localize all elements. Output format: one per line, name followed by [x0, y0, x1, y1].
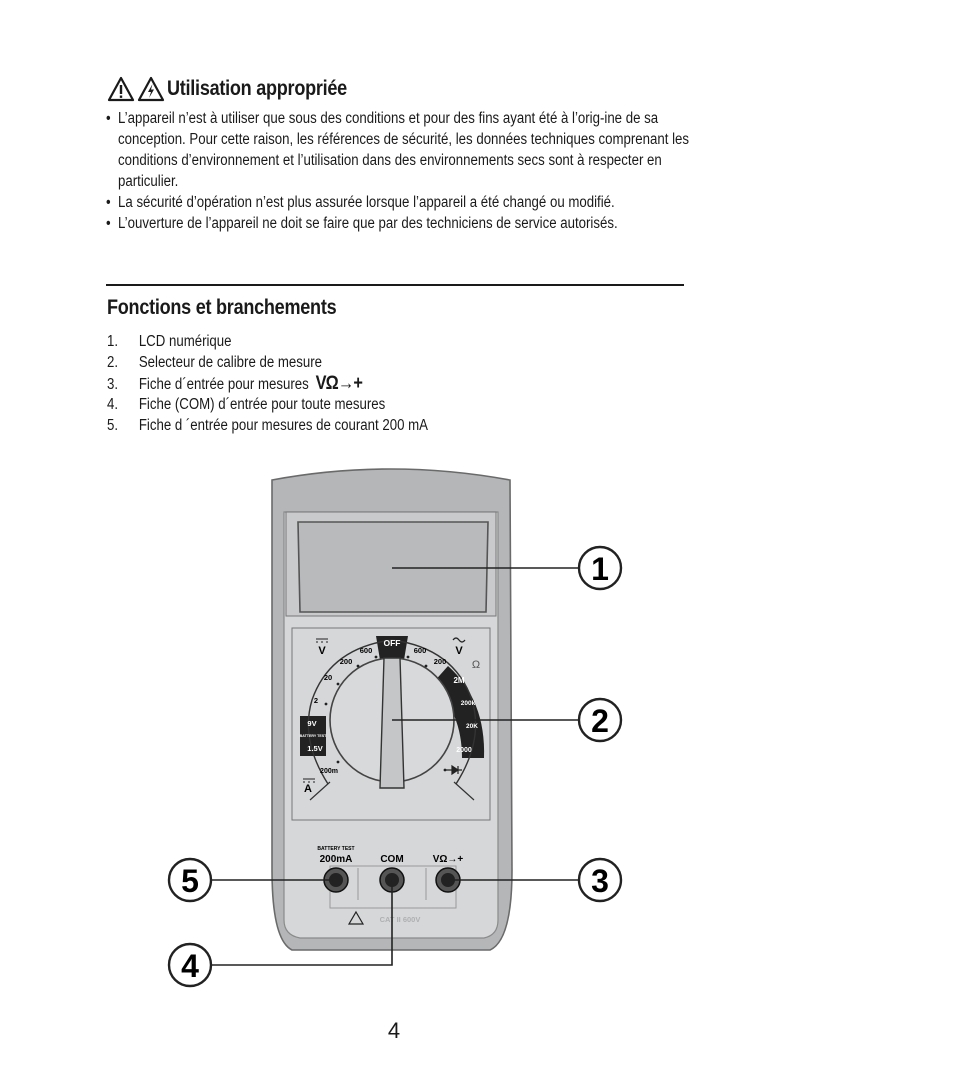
section-title-utilisation: Utilisation appropriée: [167, 77, 347, 100]
dial-label-acv-symbol: V: [455, 645, 463, 657]
knob-pointer: [380, 658, 404, 788]
svg-text:3: 3: [591, 863, 609, 899]
jack-label-battery-test: BATTERY TEST: [317, 846, 355, 852]
dial-label-dcv-symbol: V: [318, 645, 326, 657]
high-voltage-warning-icon: [137, 76, 165, 102]
jack-label-v-ohm: VΩ→+: [432, 854, 464, 865]
dial-label-ohm-200k: 200k: [460, 700, 476, 707]
callout-5: [169, 859, 211, 901]
dial-label-acv-200: 200: [433, 657, 447, 666]
section-title-row: [107, 70, 376, 102]
svg-text:4: 4: [181, 948, 199, 984]
bullet-item: • L’ouverture de l’appareil ne doit se faire que par des techniciens de service autorisés.: [106, 213, 690, 234]
dial-label-omega: Ω: [471, 659, 481, 671]
jack-label-cat: CAT II 600V: [379, 915, 421, 924]
bullet-item: • L’appareil n’est à utiliser que sous des conditions et pour des fins ayant été à l’orig-ine de sa conception. Pour cette raison, les références de sécurité, les données techniques comprenant les conditions d’environnement et l’utilisation dans des environnements secs sont à respecter en particulier.: [106, 108, 690, 192]
list-item: 3. Fiche d´entrée pour mesures VΩ→+: [107, 373, 363, 394]
dial-label-ohm-20k: 20K: [466, 723, 478, 730]
dial-label-dcv-600: 600: [359, 646, 373, 655]
list-item: 4. Fiche (COM) d´entrée pour toute mesures: [107, 396, 386, 413]
dial-label-battery-test: BATTERY TEST: [299, 734, 327, 738]
list-item: 5. Fiche d ´entrée pour mesures de courant 200 mA: [107, 417, 428, 434]
svg-text:2: 2: [591, 703, 609, 739]
voltage-ohm-diode-symbol: VΩ→+: [315, 373, 363, 394]
dial-label-dca-200m: 200m: [320, 768, 338, 775]
callout-3: [579, 859, 621, 901]
dial-label-acv-600: 600: [413, 646, 427, 655]
dial-label-off: OFF: [383, 638, 401, 648]
callout-2: [579, 699, 621, 741]
list-item: 1. LCD numérique: [107, 333, 232, 350]
dial-label-ohm-2000: 2000: [456, 747, 472, 754]
functions-list: [107, 331, 480, 436]
dial-label-dca-symbol: A: [304, 783, 312, 795]
usage-bullets: [106, 108, 766, 234]
svg-text:1: 1: [591, 551, 609, 587]
warning-icon: [107, 76, 135, 102]
page-number: 4: [387, 1018, 401, 1043]
section-title-fonctions: Fonctions et branchements: [107, 296, 337, 319]
bullet-item: • La sécurité d’opération n’est plus assurée lorsque l’appareil a été changé ou modifié.: [106, 192, 690, 213]
list-item: 2. Selecteur de calibre de mesure: [107, 354, 323, 371]
section-divider: [106, 284, 684, 286]
dial-label-ohm-2m: 2M: [453, 676, 465, 685]
jack-label-200ma: 200mA: [319, 854, 353, 865]
dial-label-dcv-200: 200: [339, 657, 353, 666]
dial-label-battery-1-5v: 1.5V: [307, 744, 323, 753]
dial-label-dcv-2: 2: [313, 696, 319, 705]
dial-label-battery-9v: 9V: [307, 719, 317, 728]
callout-1: [579, 547, 621, 589]
dial-label-dcv-20: 20: [323, 673, 333, 682]
jack-label-com: COM: [380, 854, 404, 865]
lcd-display: [298, 522, 488, 612]
callout-4: [169, 944, 211, 986]
svg-text:5: 5: [181, 863, 199, 899]
multimeter-diagram: [0, 440, 954, 1010]
